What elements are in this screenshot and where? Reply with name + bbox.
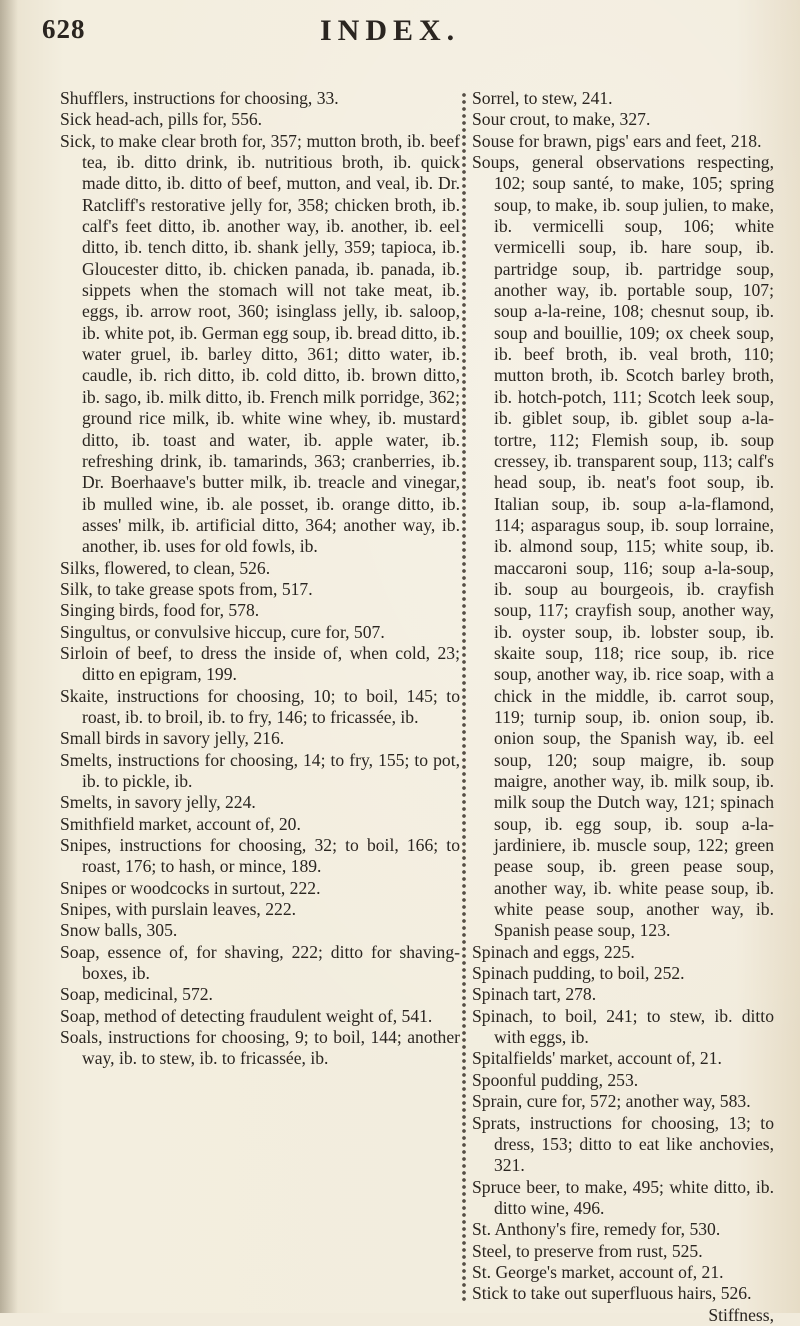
catchword: Stiffness, bbox=[708, 1304, 774, 1325]
index-entry-snipes: Snipes, instructions for choosing, 32; to boil, 166; to roast, 176; to hash, or mince, 189. bbox=[60, 835, 460, 877]
running-title: INDEX. bbox=[320, 14, 461, 47]
index-entry-soap-essence: Soap, essence of, for shaving, 222; ditto for shaving-boxes, ib. bbox=[60, 941, 460, 984]
index-entry-soals: Soals, instructions for choosing, 9; to boil, 144; another way, ib. to stew, ib. to fricassée, ib. bbox=[60, 1027, 460, 1069]
index-entry-smelts-jelly: Smelts, in savory jelly, 224. bbox=[60, 792, 256, 813]
index-entry-steel: Steel, to preserve from rust, 525. bbox=[472, 1240, 703, 1261]
index-entry-sprain: Sprain, cure for, 572; another way, 583. bbox=[472, 1091, 751, 1112]
index-entry-sirloin: Sirloin of beef, to dress the inside of, when cold, 23; ditto en epigram, 199. bbox=[60, 642, 460, 685]
index-entry-smelts: Smelts, instructions for choosing, 14; to fry, 155; to pot, ib. to pickle, ib. bbox=[60, 749, 460, 791]
page-header bbox=[0, 14, 800, 54]
index-entry-sick: Sick, to make clear broth for, 357; mutton broth, ib. beef tea, ib. ditto drink, ib. nutritious broth, ib. quick made ditto, ib. ditto of beef, mutton, and veal, ib. Dr. Ratcliff's restorative jelly for, 358; chicken broth, ib. calf's feet ditto, ib. another way, ib. another, ib. eel ditto, ib. tench ditto, ib. shank jelly, 359; tapioca, ib. Gloucester ditto, ib. chicken panada, ib. panada, ib. sippets when the stomach will not take meat, ib. eggs, ib. arrow root, 360; isinglass jelly, ib. saloop, ib. white pot, ib. German egg soup, ib. bread ditto, ib. water gruel, ib. barley ditto, 361; ditto water, ib. caudle, ib. rich ditto, ib. cold ditto, ib. brown ditto, ib. sago, ib. milk ditto, ib. French milk porridge, 362; ground rice milk, ib. white wine whey, ib. mustard ditto, ib. toast and water, ib. apple water, ib. refreshing drink, ib. tamarinds, 363; cranberries, ib. Dr. Boerhaave's butter milk, ib. treacle and vinegar, ib mulled wine, ib. ale posset, ib. orange ditto, ib. asses' milk, ib. artificial ditto, 364; another way, ib. another, ib. uses for old fowls, ib. bbox=[60, 130, 460, 557]
index-entry-st-george: St. George's market, account of, 21. bbox=[472, 1261, 724, 1282]
page-gutter-shadow bbox=[0, 0, 18, 1313]
index-entry-spinach-eggs: Spinach and eggs, 225. bbox=[472, 941, 635, 962]
index-entry-sorrel: Sorrel, to stew, 241. bbox=[472, 88, 613, 108]
index-entry-souse: Souse for brawn, pigs' ears and feet, 218. bbox=[472, 130, 762, 151]
column-divider-ornament bbox=[461, 92, 467, 1302]
index-entry-small-birds: Small birds in savory jelly, 216. bbox=[60, 728, 285, 749]
index-entry-sour-crout: Sour crout, to make, 327. bbox=[472, 109, 651, 130]
index-column-left bbox=[60, 88, 460, 1070]
index-entry-spitalfields: Spitalfields' market, account of, 21. bbox=[472, 1048, 722, 1069]
index-entry-sprats: Sprats, instructions for choosing, 13; to dress, 153; ditto to eat like anchovies, 321. bbox=[472, 1112, 774, 1176]
index-entry-soups: Soups, general observations respecting, 102; soup santé, to make, 105; spring soup, to make, ib. soup julien, to make, ib. vermicelli soup, 106; white vermicelli soup, ib. hare soup, ib. partridge soup, ib. partridge soup, another way, ib. portable soup, 107; soup a-la-reine, 108; chesnut soup, ib. soup and bouillie, 109; ox cheek soup, ib. beef broth, ib. veal broth, 110; mutton broth, ib. Scotch barley broth, ib. hotch-potch, 111; Scotch leek soup, ib. giblet soup, ib. giblet soup a-la-tortre, 112; Flemish soup, ib. soup cressey, ib. transparent soup, 113; calf's head soup, ib. neat's foot soup, ib. Italian soup, ib. soup a-la-flamond, 114; asparagus soup, ib. soup lorraine, ib. almond soup, 115; white soup, ib. maccaroni soup, 116; soup a-la-soup, ib. soup au bourgeois, ib. crayfish soup, 117; crayfish soup, another way, ib. oyster soup, ib. lobster soup, ib. skaite soup, 118; rice soup, ib. rice soup, another way, ib. rice soap, with a chick in the middle, ib. carrot soup, 119; turnip soup, ib. onion soup, ib. onion soup, the Spanish way, ib. eel soup, 120; soup maigre, ib. soup maigre, another way, ib. milk soup, ib. milk soup the Dutch way, 121; spinach soup, ib. egg soup, ib. soup a-la-jardiniere, ib. muscle soup, 122; green pease soup, ib. green pease soup, another way, ib. white pease soup, ib. white pease soup, another way, ib. Spanish pease soup, 123. bbox=[472, 152, 774, 941]
page-number: 628 bbox=[42, 14, 86, 44]
index-entry-snow-balls: Snow balls, 305. bbox=[60, 920, 178, 941]
index-entry-snipes-surtout: Snipes or woodcocks in surtout, 222. bbox=[60, 877, 321, 898]
index-entry-sick-head-ach: Sick head-ach, pills for, 556. bbox=[60, 109, 263, 130]
index-entry-soap-weight: Soap, method of detecting fraudulent weight of, 541. bbox=[60, 1005, 433, 1026]
index-entry-smithfield: Smithfield market, account of, 20. bbox=[60, 813, 301, 834]
index-entry-snipes-purslain: Snipes, with purslain leaves, 222. bbox=[60, 899, 297, 920]
index-entry-soap-medicinal: Soap, medicinal, 572. bbox=[60, 984, 213, 1005]
index-entry-spinach-boil: Spinach, to boil, 241; to stew, ib. ditto with eggs, ib. bbox=[472, 1005, 774, 1048]
index-entry-shufflers: Shufflers, instructions for choosing, 33. bbox=[60, 88, 339, 108]
index-entry-stick-hairs: Stick to take out superfluous hairs, 526. bbox=[472, 1283, 752, 1304]
index-entry-silk-grease: Silk, to take grease spots from, 517. bbox=[60, 578, 313, 599]
index-entry-silks-flowered: Silks, flowered, to clean, 526. bbox=[60, 557, 271, 578]
index-entry-spoonful-pudding: Spoonful pudding, 253. bbox=[472, 1069, 639, 1090]
index-entry-singing-birds: Singing birds, food for, 578. bbox=[60, 600, 260, 621]
index-entry-spruce-beer: Spruce beer, to make, 495; white ditto, ib. ditto wine, 496. bbox=[472, 1176, 774, 1218]
index-entry-singultus: Singultus, or convulsive hiccup, cure for, 507. bbox=[60, 621, 385, 642]
index-entry-spinach-tart: Spinach tart, 278. bbox=[472, 984, 597, 1005]
index-entry-st-anthony: St. Anthony's fire, remedy for, 530. bbox=[472, 1219, 721, 1240]
index-entry-skaite: Skaite, instructions for choosing, 10; to boil, 145; to roast, ib. to broil, ib. to fry, 146; to fricassée, ib. bbox=[60, 685, 460, 727]
index-entry-spinach-pudding: Spinach pudding, to boil, 252. bbox=[472, 963, 685, 984]
index-column-right bbox=[472, 88, 774, 1326]
